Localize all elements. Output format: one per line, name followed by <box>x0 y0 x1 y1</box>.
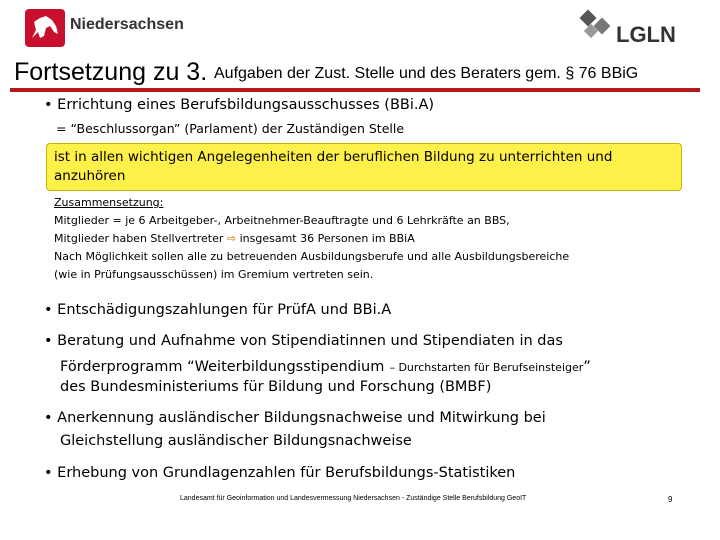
bullet-statistics: • Erhebung von Grundlagenzahlen für Berufsbildungs-Statistiken <box>44 465 516 481</box>
bullet-recognition-line-2: Gleichstellung ausländischer Bildungsnachweise <box>60 433 412 449</box>
niedersachsen-horse-logo-icon <box>24 8 66 48</box>
composition-heading: Zusammensetzung: <box>54 196 164 209</box>
lgln-logo-text: LGLN <box>616 22 676 47</box>
composition-line-2 <box>54 232 415 245</box>
scholarship-close-quote: ” <box>583 359 591 375</box>
composition-line-4: (wie in Prüfungsausschüssen) im Gremium vertreten sein. <box>54 268 374 281</box>
bullet-bbia: • Errichtung eines Berufsbildungsausschusses (BBi.A) <box>44 97 435 113</box>
arrow-right-icon: ⇨ <box>226 232 237 245</box>
bullet-scholarship-line-2 <box>60 356 591 375</box>
brand-name: Niedersachsen <box>70 16 184 33</box>
page-number: 9 <box>668 495 673 504</box>
scholarship-program-name: Förderprogramm “Weiterbildungsstipendium <box>60 359 385 375</box>
footer-text: Landesamt für Geoinformation und Landesvermessung Niedersachsen - Zuständige Stelle Berufsbildung GeoIT <box>180 495 527 502</box>
callout-line-1: ist in allen wichtigen Angelegenheiten der beruflichen Bildung zu unterrichten und <box>54 149 613 165</box>
scholarship-program-tagline: – Durchstarten für Berufseinsteiger <box>389 361 584 374</box>
page-title: Fortsetzung zu 3. <box>14 58 208 86</box>
composition-line-1: Mitglieder = je 6 Arbeitgeber-, Arbeitnehmer-Beauftragte und 6 Lehrkräfte an BBS, <box>54 214 510 227</box>
lgln-logo <box>578 6 698 48</box>
bullet-compensation: • Entschädigungszahlungen für PrüfA und BBi.A <box>44 302 392 318</box>
composition-line-2-total: insgesamt 36 Personen im BBiA <box>239 232 415 245</box>
composition-line-3: Nach Möglichkeit sollen alle zu betreuenden Ausbildungsberufe und alle Ausbildungsbereiche <box>54 250 570 263</box>
callout-line-2: anzuhören <box>54 168 126 184</box>
bullet-scholarship-line-1: • Beratung und Aufnahme von Stipendiatinnen und Stipendiaten in das <box>44 333 563 349</box>
bullet-bbia-definition: = “Beschlussorgan” (Parlament) der Zuständigen Stelle <box>56 121 405 136</box>
bullet-scholarship-line-3: des Bundesministeriums für Bildung und Forschung (BMBF) <box>60 379 492 395</box>
page-subtitle: Aufgaben der Zust. Stelle und des Beraters gem. § 76 BBiG <box>214 65 639 82</box>
composition-line-2-text: Mitglieder haben Stellvertreter <box>54 232 224 245</box>
callout-text <box>54 148 612 186</box>
bullet-recognition-line-1: • Anerkennung ausländischer Bildungsnachweise und Mitwirkung bei <box>44 410 546 426</box>
